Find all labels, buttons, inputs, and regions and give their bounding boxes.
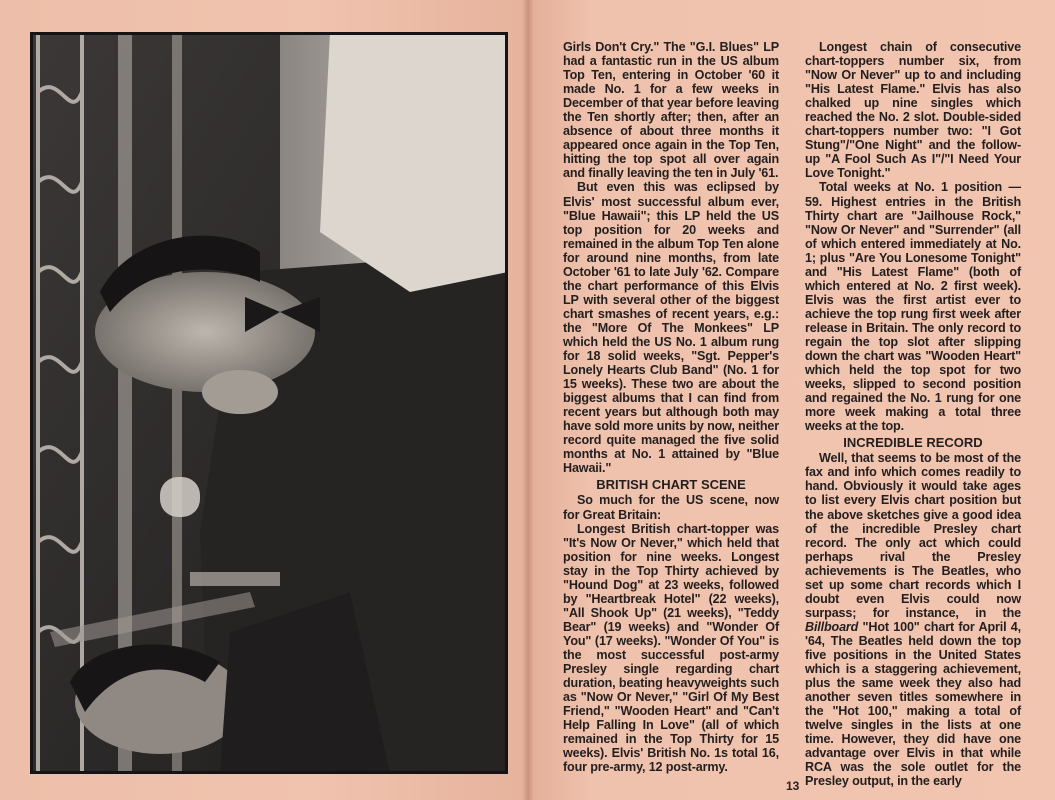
page-number: 13 bbox=[786, 779, 800, 793]
billboard-title: Billboard bbox=[805, 619, 859, 634]
paragraph: Longest chain of consecutive chart-toppers number six, from "Now Or Never" up to and including "His Latest Flame." Elvis has also chalked up nine singles which reached the No. 2 slot. Double-sided chart-toppers number two: "I Got Stung"/"One Night" and the follow-up "A Fool Such As I"/"I Need Your Love Tonight." bbox=[805, 40, 1021, 181]
paragraph: But even this was eclipsed by Elvis' most successful album ever, "Blue Hawaii"; this LP held the US top position for 20 weeks and remained in the album Top Ten alone for around nine months, from late October '61 to late July '62. Compare the chart performance of this Elvis LP with several other of the biggest chart smashes of recent years, e.g.: the "More Of The Monkees" LP which held the US No. 1 album rung for 18 solid weeks, "Sgt. Pepper's Lonely Hearts Club Band" (No. 1 for 15 weeks). These two are about the biggest albums that I can find from recent years but although both may have sold more units by now, neither record quite managed the five solid months at No. 1 attained by "Blue Hawaii." bbox=[563, 180, 779, 476]
paragraph-text: "Hot 100" chart for April 4, '64, The Beatles held down the top five positions in the United States which is a staggering achievement, plus the same week they also had another seven titles somewhere in the "Hot 100," making a total of twelve singles in the lists at one time. However, they did have one advantage over Elvis in that while RCA was the sole outlet for the Presley output, in the early bbox=[805, 619, 1021, 789]
photo-elvis-presley-scene-icon bbox=[30, 32, 508, 774]
paragraph-text: Well, that seems to be most of the fax and info which comes readily to hand. Obviously it would take ages to list every Elvis chart position but the above sketches give a good idea of the incredible Presley chart record. The only act which could perhaps rival the Presley achievements is The Beatles, who set up some chart records which I doubt even Elvis could now surpass; for instance, in the bbox=[805, 451, 1021, 620]
paragraph: Girls Don't Cry." The "G.I. Blues" LP had a fantastic run in the US album Top Ten, entering in October '60 it made No. 1 for a few weeks in December of that year before leaving the Ten shortly after; then, after an absence of about three months it appeared once again in the Top Ten, hitting the top spot all over again and finally leaving the ten in July '61. bbox=[563, 40, 779, 181]
paragraph bbox=[805, 451, 1021, 788]
section-heading: INCREDIBLE RECORD bbox=[843, 435, 983, 451]
paragraph: So much for the US scene, now for Great Britain: bbox=[563, 493, 779, 522]
section-heading: BRITISH CHART SCENE bbox=[596, 477, 746, 493]
column-left bbox=[563, 40, 779, 774]
page-gutter bbox=[522, 0, 534, 800]
photo bbox=[30, 32, 508, 774]
paragraph: Longest British chart-topper was "It's Now Or Never," which held that position for nine weeks. Longest stay in the Top Thirty achieved by "Hound Dog" at 23 weeks, followed by "Heartbreak Hotel" (22 weeks), "All Shook Up" (21 weeks), "Teddy Bear" (19 weeks) and "Wonder Of You" (17 weeks). "Wonder Of You" is the most successful post-army Presley single regarding chart duration, beating heavyweights such as "Now Or Never," "Girl Of My Best Friend," "Wooden Heart" and "Can't Help Falling In Love" (all of which remained in the Top Thirty for 15 weeks). Elvis' British No. 1s total 16, four pre-army, 12 post-army. bbox=[563, 521, 779, 775]
column-right bbox=[805, 40, 1021, 788]
paragraph: Total weeks at No. 1 position — 59. Highest entries in the British Thirty chart are "Jailhouse Rock," "Now Or Never" and "Surrender" (all of which entered immediately at No. 1; plus "Are You Lonesome Tonight" and "His Latest Flame" (both of which entered at No. 2 first week). Elvis was the first artist ever to achieve the top rung first week after release in Britain. The only record to regain the top slot after slipping down the chart was "Wooden Heart" which held the top spot for two weeks, slipped to second position and regained the No. 1 rung for one more week making a total three weeks at the top. bbox=[805, 180, 1021, 434]
